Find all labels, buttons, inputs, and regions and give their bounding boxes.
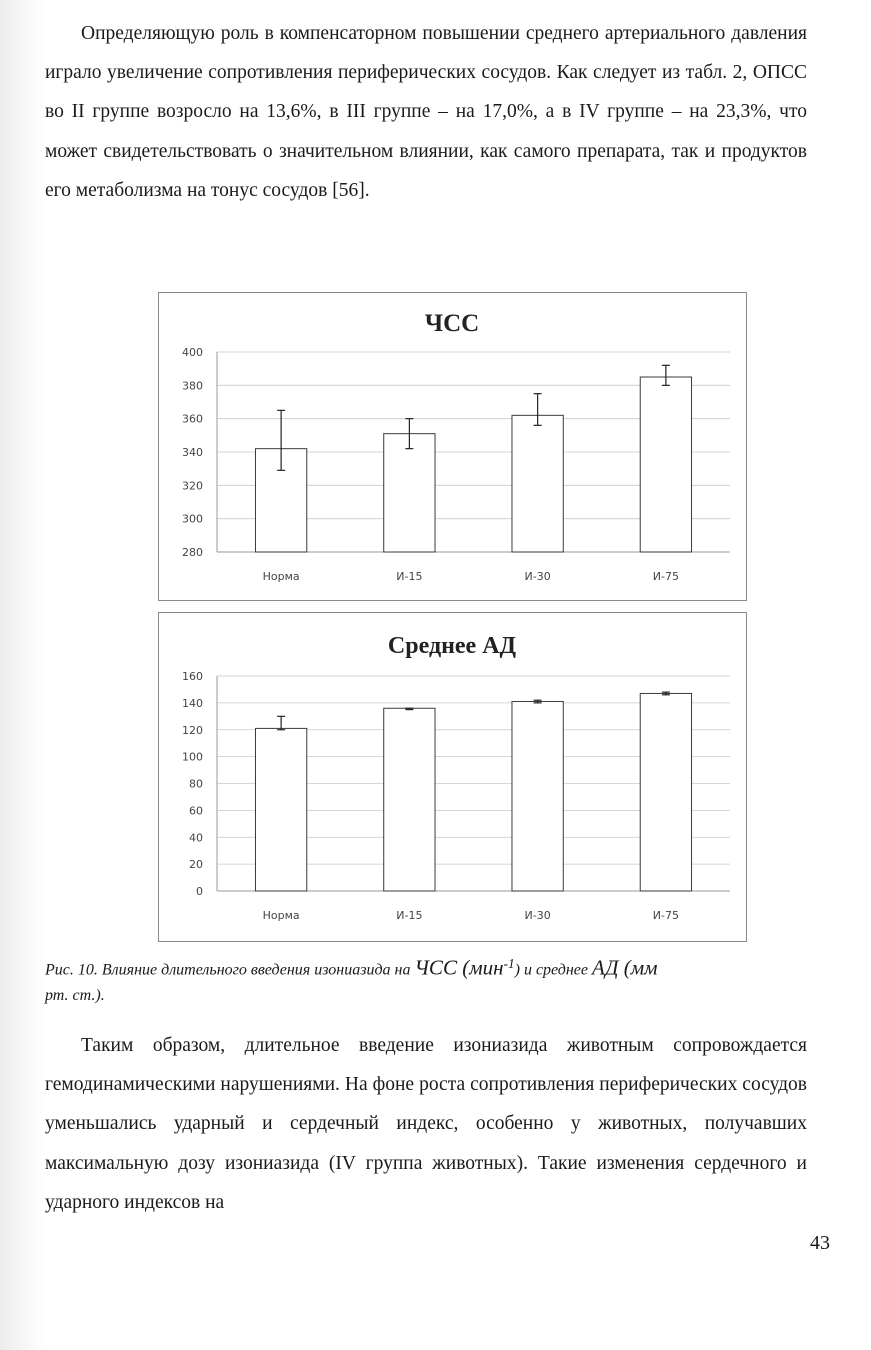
paragraph-top-text: Определяющую роль в компенсаторном повышении среднего артериального давления играло увеличение сопротивления периферических сосудов. Как следует из табл. 2, ОПСС во II группе возросло на 13,6%, в III группе – на 17,0%, а в IV группе – на 23,3%, что может свидетельствовать о значительном влиянии, как самого препарата, так и продуктов его метаболизма на тонус сосудов [56].	[45, 23, 807, 201]
chart-heart-rate-svg	[159, 293, 746, 600]
chart-mean-bp	[158, 612, 747, 942]
x-category-label: И-15	[396, 909, 423, 922]
x-category-label: И-15	[396, 570, 423, 583]
y-tick-label: 0	[196, 885, 203, 898]
caption-prefix: Рис. 10. Влияние длительного введения изониазида на	[45, 961, 415, 979]
y-tick-label: 360	[182, 412, 203, 426]
y-tick-label: 280	[182, 546, 203, 559]
y-tick-label: 380	[182, 379, 203, 393]
y-tick-label: 100	[182, 750, 203, 764]
caption-hr-label: ЧСС (мин	[414, 955, 504, 980]
y-tick-label: 400	[182, 346, 203, 359]
paragraph-top	[45, 14, 807, 210]
caption-middle: ) и среднее	[514, 961, 592, 979]
chart-title: ЧСС	[424, 310, 480, 337]
y-tick-label: 20	[189, 858, 203, 872]
chart-heart-rate	[158, 292, 747, 601]
y-tick-label: 120	[182, 723, 203, 737]
bar	[512, 415, 563, 552]
x-category-label: И-75	[652, 909, 679, 922]
x-category-label: И-75	[652, 570, 679, 583]
chart-mean-bp-svg	[159, 613, 746, 941]
chart-title: Среднее АД	[387, 633, 517, 659]
bar	[255, 728, 306, 891]
bar	[384, 708, 435, 891]
page-number: 43	[810, 1232, 830, 1254]
caption-line2: рт. ст.).	[45, 987, 105, 1005]
bar	[512, 702, 563, 891]
bar	[640, 377, 691, 552]
scan-margin-shadow	[0, 0, 44, 1350]
x-category-label: Норма	[262, 570, 300, 583]
x-category-label: И-30	[524, 909, 551, 922]
paragraph-bottom-text: Таким образом, длительное введение изониазида животным сопровождается гемодинамическими нарушениями. На фоне роста сопротивления периферических сосудов уменьшались ударный и сердечный индекс, особенно у животных, получавших максимальную дозу изониазида (IV группа животных). Такие изменения сердечного и ударного индексов на	[45, 1035, 807, 1213]
y-tick-label: 80	[189, 777, 203, 791]
caption-bp-label: АД (мм	[592, 955, 658, 980]
y-tick-label: 160	[182, 670, 203, 683]
figure-caption	[45, 951, 835, 1009]
x-category-label: И-30	[524, 570, 551, 583]
y-tick-label: 300	[182, 512, 203, 526]
y-tick-label: 320	[182, 479, 203, 493]
y-tick-label: 60	[189, 804, 203, 818]
x-category-label: Норма	[262, 909, 300, 922]
paragraph-bottom	[45, 1026, 807, 1222]
y-tick-label: 340	[182, 446, 203, 459]
caption-hr-sup: -1	[503, 956, 515, 971]
y-tick-label: 140	[182, 696, 203, 710]
y-tick-label: 40	[189, 831, 203, 845]
bar	[640, 693, 691, 891]
bar	[384, 434, 435, 552]
